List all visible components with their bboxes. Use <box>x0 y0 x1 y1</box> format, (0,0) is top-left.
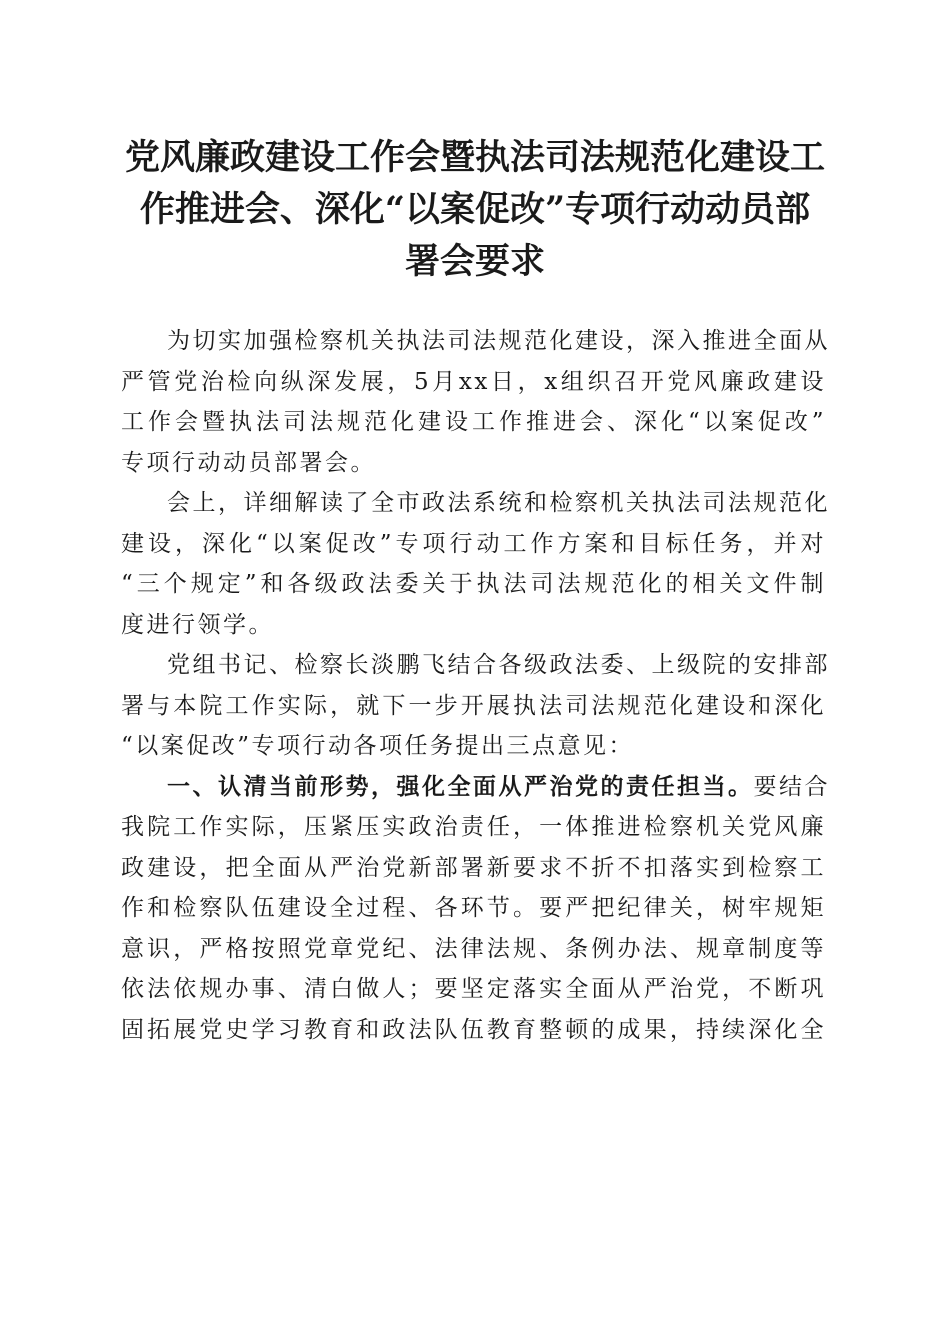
text-line: 建设，深化“以案促改”专项行动工作方案和目标任务，并对 <box>121 530 826 557</box>
text-line: “三个规定”和各级政法委关于执法司法规范化的相关文件制 <box>121 571 826 597</box>
text-line: “以案促改”专项行动各项任务提出三点意见： <box>121 733 635 759</box>
point-one-heading: 一、认清当前形势，强化全面从严治党的责任担当。 <box>167 772 754 800</box>
title-line-1: 党风廉政建设工作会暨执法司法规范化建设工 <box>124 137 825 178</box>
paragraph-intro <box>121 321 830 483</box>
text-line: 固拓展党史学习教育和政法队伍教育整顿的成果，持续深化全 <box>121 1016 826 1043</box>
text-line: 为切实加强检察机关执法司法规范化建设，深入推进全面从 <box>167 328 830 354</box>
text-line: 我院工作实际，压紧压实政治责任，一体推进检察机关党风廉 <box>121 814 826 840</box>
text-line: 党组书记、检察长淡鹏飞结合各级政法委、上级院的安排部 <box>167 652 830 678</box>
paragraph-meeting <box>121 483 830 645</box>
text-line: 意识，严格按照党章党纪、法律法规、条例办法、规章制度等 <box>121 935 826 962</box>
text-line: 严管党治检向纵深发展，5月xx日，x组织召开党风廉政建设 <box>121 368 826 395</box>
text-line: 作和检察队伍建设全过程、各环节。要严把纪律关，树牢规矩 <box>121 895 826 921</box>
text-line <box>121 767 830 808</box>
text-line: 度进行领学。 <box>121 611 274 638</box>
text-line: 会上，详细解读了全市政法系统和检察机关执法司法规范化 <box>167 490 830 516</box>
text-line: 署与本院工作实际，就下一步开展执法司法规范化建设和深化 <box>121 692 826 719</box>
text-line: 专项行动动员部署会。 <box>121 449 376 476</box>
point-one-rest: 要结合 <box>753 773 830 800</box>
paragraph-secretary <box>121 645 830 767</box>
title-line-2: 作推进会、深化“以案促改”专项行动动员部 <box>139 189 811 230</box>
text-line: 工作会暨执法司法规范化建设工作推进会、深化“以案促改” <box>121 409 826 435</box>
paragraph-point-one <box>121 767 830 1051</box>
document-body <box>121 321 830 1050</box>
text-line: 依法依规办事、清白做人；要坚定落实全面从严治党，不断巩 <box>121 976 826 1002</box>
text-line: 政建设，把全面从严治党新部署新要求不折不扣落实到检察工 <box>121 854 826 881</box>
title-line-3: 署会要求 <box>404 241 545 282</box>
document-title <box>110 132 840 288</box>
